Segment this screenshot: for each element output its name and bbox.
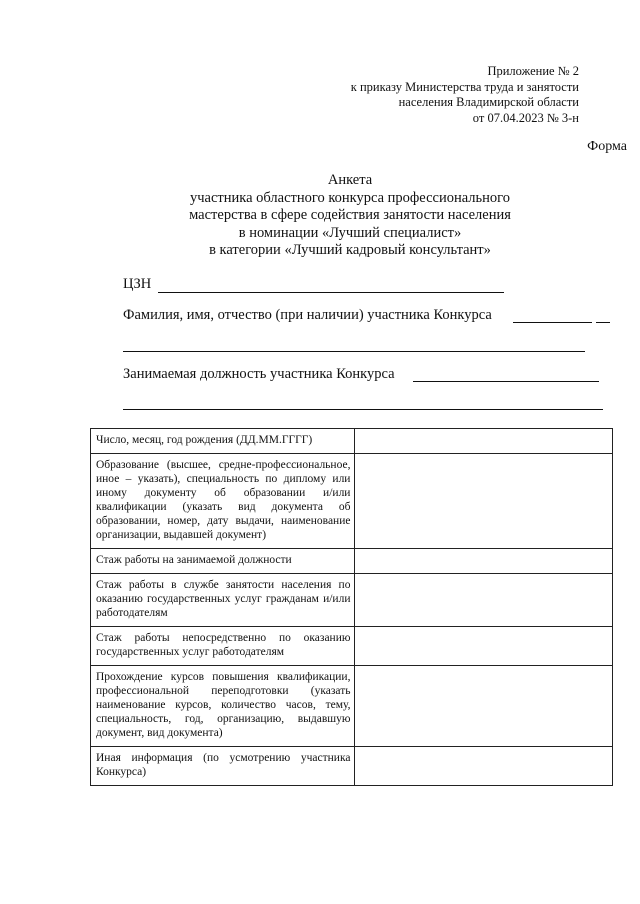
row-label-employment-service-experience: Стаж работы в службе занятости населения по оказанию государственных услуг гражданам и/или работодателям (91, 574, 355, 627)
row-value-employment-service-experience[interactable] (355, 574, 613, 627)
row-value-training-courses[interactable] (355, 666, 613, 747)
appendix-date: от 07.04.2023 № 3-н (472, 110, 579, 125)
table-row (91, 666, 613, 747)
position-input-line-2[interactable] (123, 409, 603, 410)
fio-label: Фамилия, имя, отчество (при наличии) участника Конкурса (123, 307, 492, 323)
row-label-birthdate: Число, месяц, год рождения (ДД.ММ.ГГГГ) (91, 429, 355, 454)
row-value-other-info[interactable] (355, 747, 613, 786)
fio-input-line-2[interactable] (123, 351, 585, 352)
row-label-education: Образование (высшее, средне-профессиональное, иное – указать), специальность по диплому или иному документу об образовании и/или квалификации (указать вид документа об образовании, номер, дату выдачи, наименование организации, выдавшей документ) (91, 454, 355, 549)
table-row (91, 627, 613, 666)
row-value-birthdate[interactable] (355, 429, 613, 454)
title-line-3: мастерства в сфере содействия занятости населения (189, 207, 511, 223)
table-row (91, 747, 613, 786)
appendix-number: Приложение № 2 (487, 64, 579, 78)
document-title (150, 172, 550, 260)
appendix-ministry: населения Владимирской области (398, 95, 579, 109)
questionnaire-table (90, 428, 613, 786)
position-input-line[interactable] (413, 381, 599, 382)
position-label: Занимаемая должность участника Конкурса (123, 366, 395, 382)
title-line-5: в категории «Лучший кадровый консультант» (209, 242, 491, 258)
czn-label: ЦЗН (123, 276, 152, 292)
table-row (91, 454, 613, 549)
table-row (91, 549, 613, 574)
title-line-1: Анкета (327, 172, 373, 188)
table-row (91, 574, 613, 627)
form-label: Форма (587, 139, 627, 154)
appendix-order-ref: к приказу Министерства труда и занятости (350, 79, 579, 94)
table-row (91, 429, 613, 454)
row-label-training-courses: Прохождение курсов повышения квалификации, профессиональной переподготовки (указать наименование курсов, количество часов, тему, специальность, год, организацию, выдавшую документ, вид документа) (91, 666, 355, 747)
row-value-education[interactable] (355, 454, 613, 549)
appendix-header (279, 64, 579, 126)
fio-input-line-tail[interactable] (596, 322, 610, 323)
title-line-2: участника областного конкурса профессионального (189, 189, 511, 206)
row-label-other-info: Иная информация (по усмотрению участника Конкурса) (91, 747, 355, 786)
row-label-employer-services-experience: Стаж работы непосредственно по оказанию государственных услуг работодателям (91, 627, 355, 666)
czn-input-line[interactable] (158, 292, 504, 293)
fio-input-line[interactable] (513, 322, 592, 323)
title-line-4: в номинации «Лучший специалист» (238, 224, 462, 241)
row-label-position-experience: Стаж работы на занимаемой должности (91, 549, 355, 574)
row-value-position-experience[interactable] (355, 549, 613, 574)
row-value-employer-services-experience[interactable] (355, 627, 613, 666)
